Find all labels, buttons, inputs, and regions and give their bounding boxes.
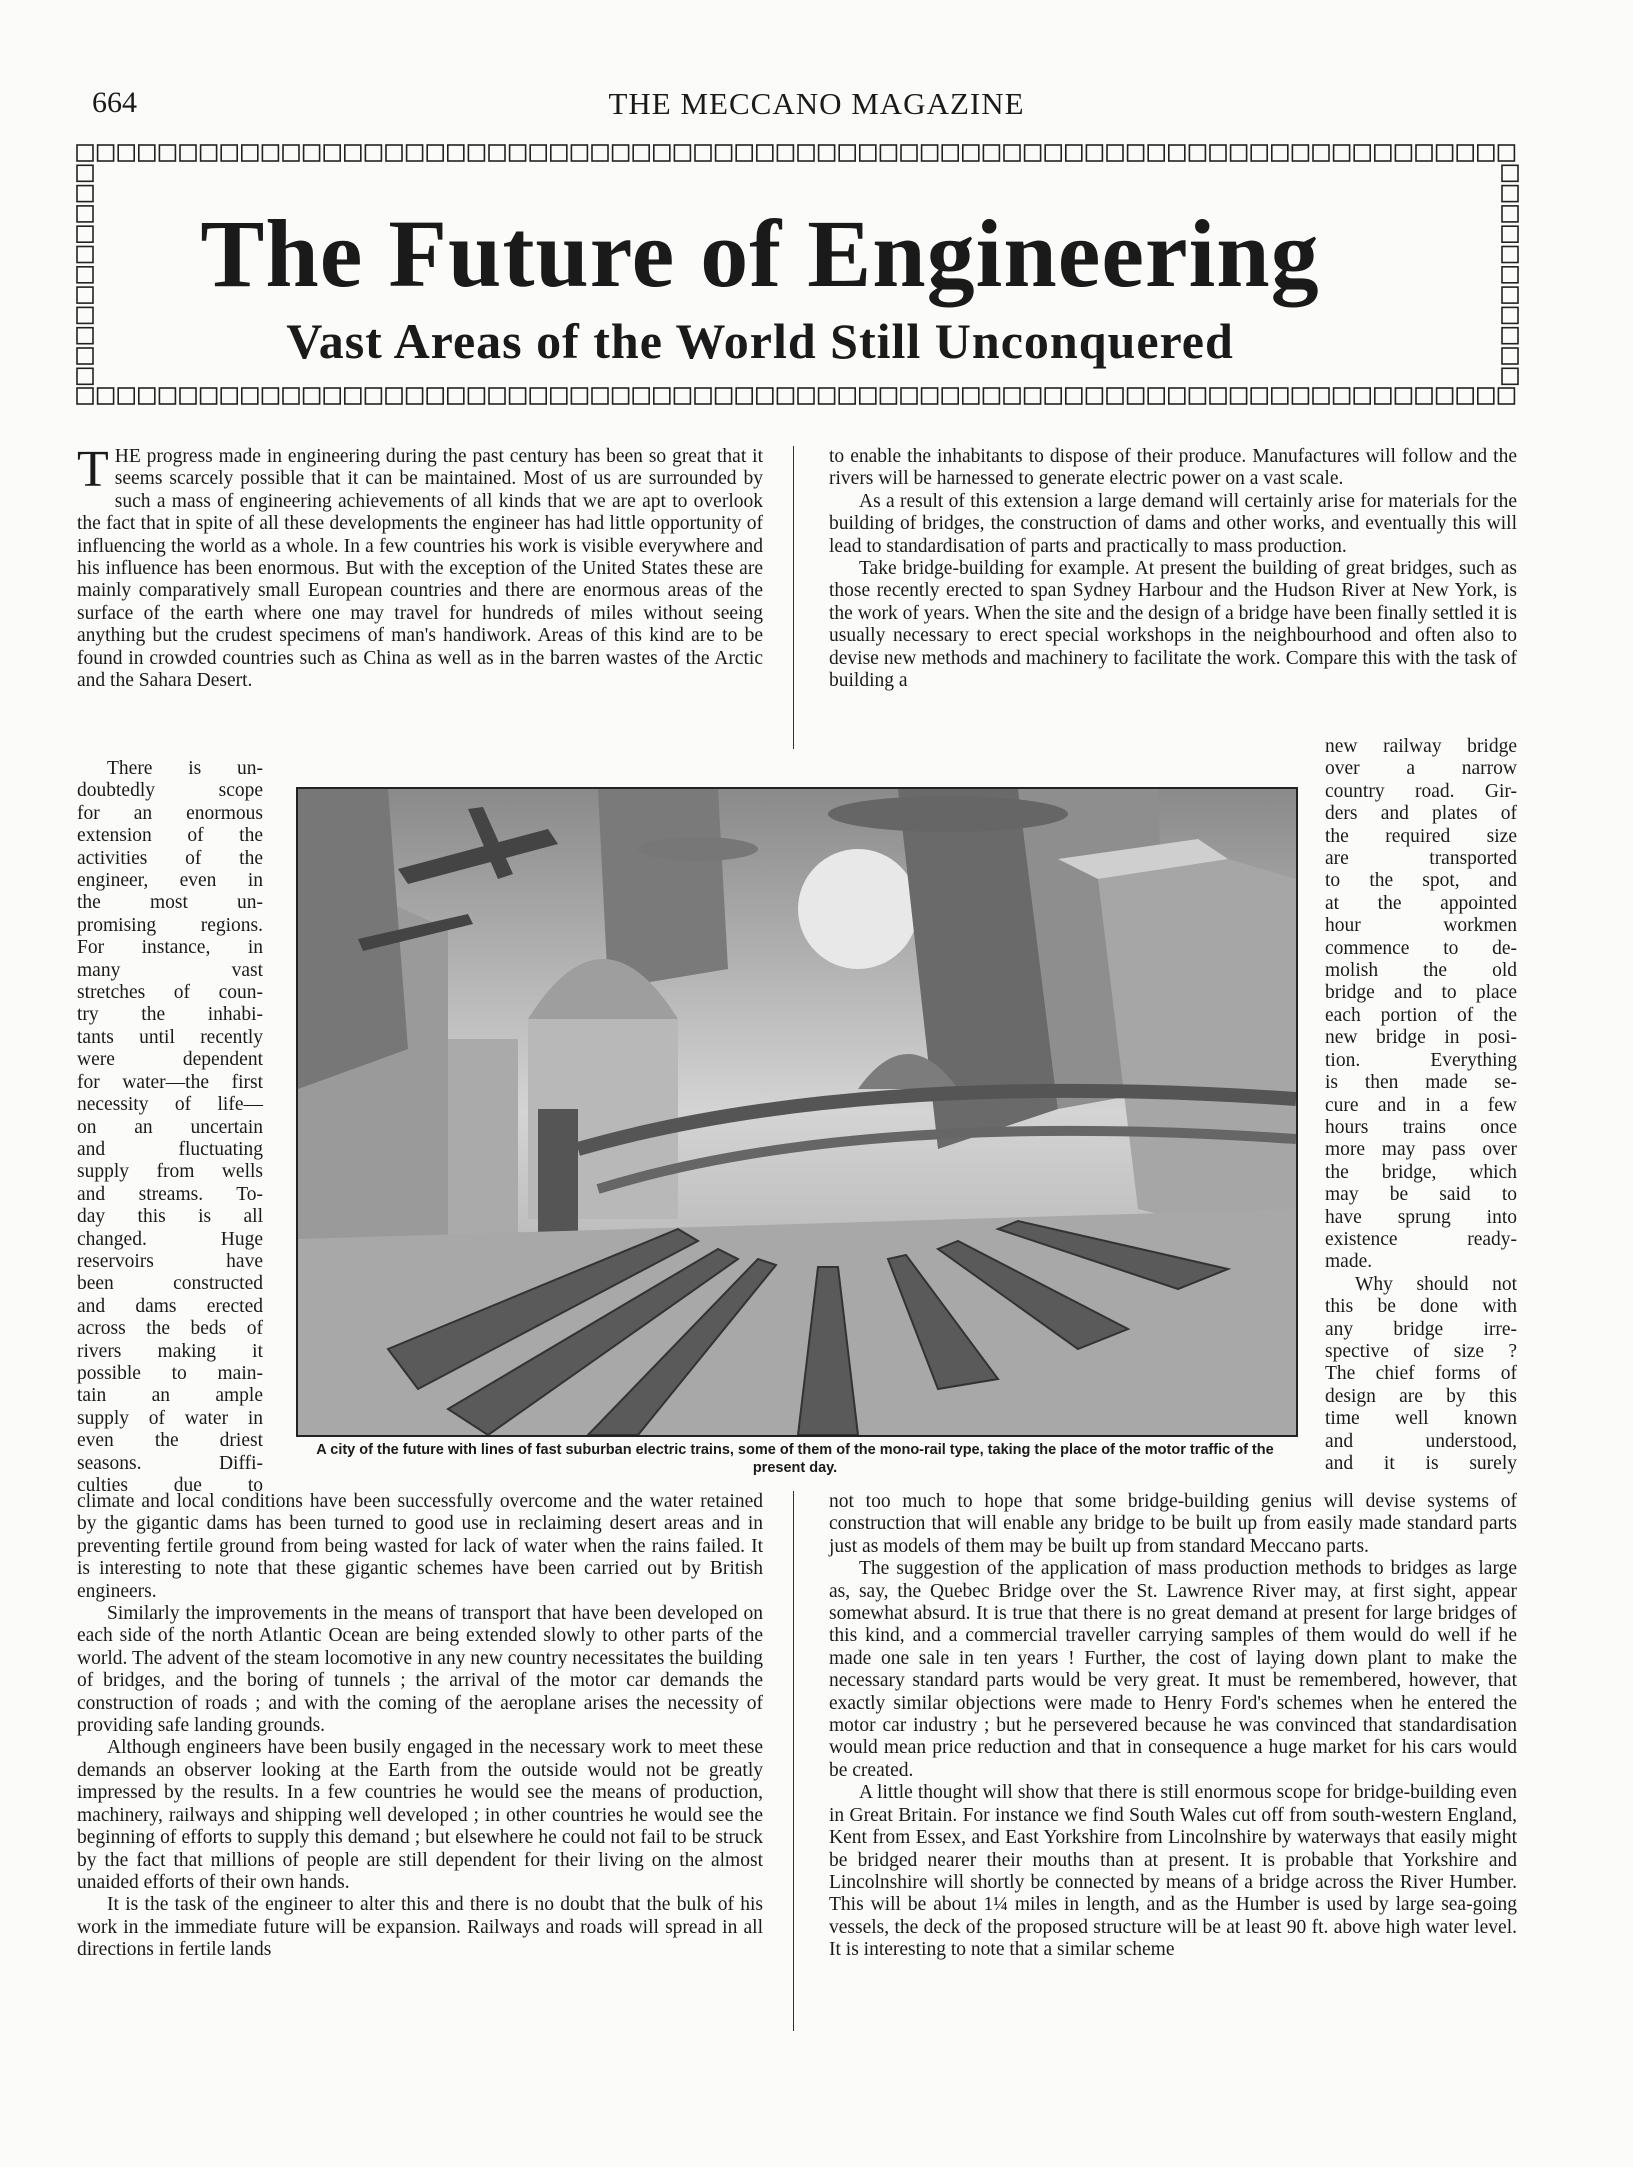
text-line: Why should not: [1355, 1273, 1517, 1295]
text-line: the bridge, which: [1325, 1161, 1517, 1183]
text-line: tion. Everything: [1325, 1049, 1517, 1071]
text-line: and fluctuating: [77, 1138, 263, 1160]
text-line: possible to main-: [77, 1362, 263, 1384]
text-line: across the beds of: [77, 1318, 263, 1340]
column-2-continued: [829, 1491, 1517, 1962]
text-line: reservoirs have: [77, 1250, 263, 1272]
text-line: hours trains once: [1325, 1116, 1517, 1138]
text-line: is then made se-: [1325, 1072, 1517, 1094]
text-line: cure and in a few: [1325, 1094, 1517, 1116]
column-2-intro: [829, 446, 1517, 692]
text-line: There is un-: [107, 758, 263, 779]
text-line: are transported: [1325, 848, 1517, 870]
column-1-narrow-text: [77, 758, 263, 1497]
text-line: the required size: [1325, 825, 1517, 847]
page-number: 664: [92, 86, 137, 119]
magazine-title: THE MECCANO MAGAZINE: [608, 86, 1025, 121]
text-line: new railway bridge: [1325, 736, 1517, 757]
text-line: have sprung into: [1325, 1206, 1517, 1228]
paragraph: HE progress made in engineering during the past century has been so great that it seems scarcely possible that it can be maintained. Most of us are surrounded by such a mass of engineering achievements of all kinds that we are apt to overlook the fact that in spite of all these developments the engineer has had little opportunity of influencing the world as a whole. In a few countries his work is visible everywhere and his influence has been enormous. But with the exception of the United States these are mainly comparatively small European countries and there are enormous areas of the surface of the earth where one may travel for hundreds of miles without seeing anything but the crudest specimens of man's handiwork. Areas of this kind are to be found in crowded countries such as China as well as in the barren wastes of the Arctic and the Sahara Desert.: [77, 446, 763, 692]
text-line: time well known: [1325, 1408, 1517, 1430]
text-line: ders and plates of: [1325, 803, 1517, 825]
text-line: extension of the: [77, 825, 263, 847]
text-line: supply from wells: [77, 1161, 263, 1183]
text-line: culties due to: [77, 1475, 263, 1496]
column-2-narrow-text: [1325, 736, 1517, 1475]
text-line: to the spot, and: [1325, 870, 1517, 892]
paragraph: to enable the inhabitants to dispose of their produce. Manufactures will follow and the rivers will be harnessed to generate electric power on a vast scale.: [829, 446, 1517, 490]
column-rule: [793, 446, 794, 749]
paragraph: Although engineers have been busily engaged in the necessary work to meet these demands an observer looking at the Earth from the outside would not be greatly impressed by the results. In a few countries he would see the means of production, machinery, railways and shipping well developed ; in other countries he would see the beginning of efforts to supply this demand ; but elsewhere he could not fail to be struck by the fact that millions of people are still dependent for their living on the almost unaided efforts of their own hands.: [77, 1737, 763, 1893]
text-line: doubtedly scope: [77, 780, 263, 802]
article-title: The Future of Engineering: [200, 200, 1320, 307]
column-1-intro: [77, 441, 763, 692]
text-line: and it is surely: [1325, 1453, 1517, 1474]
text-line: made.: [1325, 1251, 1373, 1273]
future-city-illustration: [296, 787, 1298, 1437]
text-line: bridge and to place: [1325, 982, 1517, 1004]
text-line: and understood,: [1325, 1430, 1517, 1452]
text-line: may be said to: [1325, 1184, 1517, 1206]
text-line: and dams erected: [77, 1295, 263, 1317]
paragraph: Similarly the improvements in the means of transport that have been developed on each side of the north Atlantic Ocean are being extended slowly to other parts of the world. The advent of the steam locomotive in any new country necessitates the building of bridges, and the boring of tunnels ; the arrival of the motor car demands the construction of roads ; and with the coming of the aeroplane arises the necessity of providing safe landing grounds.: [77, 1603, 763, 1737]
paragraph: As a result of this extension a large demand will certainly arise for materials for the building of bridges, the construction of dams and other works, and eventually this will lead to standardisation of parts and practically to mass production.: [829, 490, 1517, 557]
text-line: for water—the first: [77, 1071, 263, 1093]
running-header: [0, 86, 1633, 130]
text-line: at the appointed: [1325, 892, 1517, 914]
text-line: activities of the: [77, 847, 263, 869]
text-line: any bridge irre-: [1325, 1318, 1517, 1340]
paragraph: A little thought will show that there is still enormous scope for bridge-building even in Great Britain. For instance we find South Wales cut off from south-western England, Kent from Essex, and East Yorkshire from Lincolnshire by waterways that easily might be bridged nearer their mouths than at present. It is probable that Yorkshire and Lincolnshire will shortly be connected by means of a bridge across the River Humber. This will be about 1¼ miles in length, and as the Humber is used by large sea-going vessels, the deck of the proposed structure will be at least 90 ft. above high water level. It is interesting to note that a similar scheme: [829, 1782, 1517, 1961]
text-line: even the driest: [77, 1430, 263, 1452]
text-line: engineer, even in: [77, 870, 263, 892]
text-line: seasons. Diffi-: [77, 1452, 263, 1474]
text-line: country road. Gir-: [1325, 780, 1517, 802]
text-line: were dependent: [77, 1049, 263, 1071]
text-line: tain an ample: [77, 1385, 263, 1407]
article-subtitle: Vast Areas of the World Still Unconquered: [286, 313, 1234, 369]
text-line: commence to de-: [1325, 937, 1517, 959]
column-1-continued: [77, 1491, 763, 1962]
text-line: and streams. To-: [77, 1183, 263, 1205]
text-line: design are by this: [1325, 1385, 1517, 1407]
text-line: on an uncertain: [77, 1116, 263, 1138]
paragraph: climate and local conditions have been successfully overcome and the water retained by the gigantic dams has been turned to good use in reclaiming desert areas and in preventing fertile ground from being wasted for lack of water when the rains failed. It is interesting to note that these gigantic schemes have been carried out by British engineers.: [77, 1491, 763, 1602]
text-line: been constructed: [77, 1273, 263, 1295]
text-line: this be done with: [1325, 1296, 1517, 1318]
paragraph: The suggestion of the application of mass production methods to bridges as large as, say, the Quebec Bridge over the St. Lawrence River may, at first sight, appear somewhat absurd. It is true that there is no great demand at present for large bridges of this kind, and a commercial traveller carrying samples of them would do well if he made one sale in ten years ! Further, the cost of laying down plant to make the necessary standard parts would be very great. It must be remembered, however, that exactly similar objections were made to Henry Ford's schemes when he entered the motor car industry ; but he persevered because he was convinced that standardisation would mean price reduction and that in consequence a huge market for his cars would be created.: [829, 1558, 1517, 1781]
paragraph: It is the task of the engineer to alter this and there is no doubt that the bulk of his work in the immediate future will be expansion. Railways and roads will spread in all directions in fertile lands: [77, 1894, 763, 1961]
text-line: molish the old: [1325, 960, 1517, 982]
text-line: many vast: [77, 959, 263, 981]
text-line: try the inhabi-: [77, 1004, 263, 1026]
paragraph: Take bridge-building for example. At present the building of great bridges, such as those recently erected to span Sydney Harbour and the Hudson River at New York, is the work of years. When the site and the design of a bridge have been finally settled it is usually necessary to erect special workshops in the neighbourhood and often also to devise new methods and machinery to facilitate the work. Compare this with the task of building a: [829, 558, 1517, 692]
text-line: existence ready-: [1325, 1228, 1517, 1250]
text-line: tants until recently: [77, 1026, 263, 1048]
text-line: stretches of coun-: [77, 982, 263, 1004]
text-line: The chief forms of: [1325, 1363, 1517, 1385]
text-line: necessity of life—: [77, 1094, 263, 1116]
text-line: hour workmen: [1325, 915, 1517, 937]
text-line: new bridge in posi-: [1325, 1027, 1517, 1049]
text-line: over a narrow: [1325, 758, 1517, 780]
text-line: rivers making it: [77, 1340, 263, 1362]
text-line: spective of size ?: [1325, 1340, 1517, 1362]
text-line: promising regions.: [77, 914, 263, 936]
text-line: For instance, in: [77, 937, 263, 959]
column-rule-lower: [793, 1491, 794, 2031]
text-line: the most un-: [77, 892, 263, 914]
text-line: for an enormous: [77, 802, 263, 824]
text-line: day this is all: [77, 1206, 263, 1228]
drop-cap: T: [77, 441, 109, 498]
text-line: each portion of the: [1325, 1004, 1517, 1026]
text-line: more may pass over: [1325, 1139, 1517, 1161]
text-line: changed. Huge: [77, 1228, 263, 1250]
paragraph: not too much to hope that some bridge-building genius will devise systems of construction that will enable any bridge to be built up from easily made standard parts just as models of them may be built up from standard Meccano parts.: [829, 1491, 1517, 1557]
figure-caption: A city of the future with lines of fast suburban electric trains, some of them of the mono-rail type, taking the place of the motor traffic of the present day.: [316, 1442, 1274, 1476]
text-line: supply of water in: [77, 1407, 263, 1429]
